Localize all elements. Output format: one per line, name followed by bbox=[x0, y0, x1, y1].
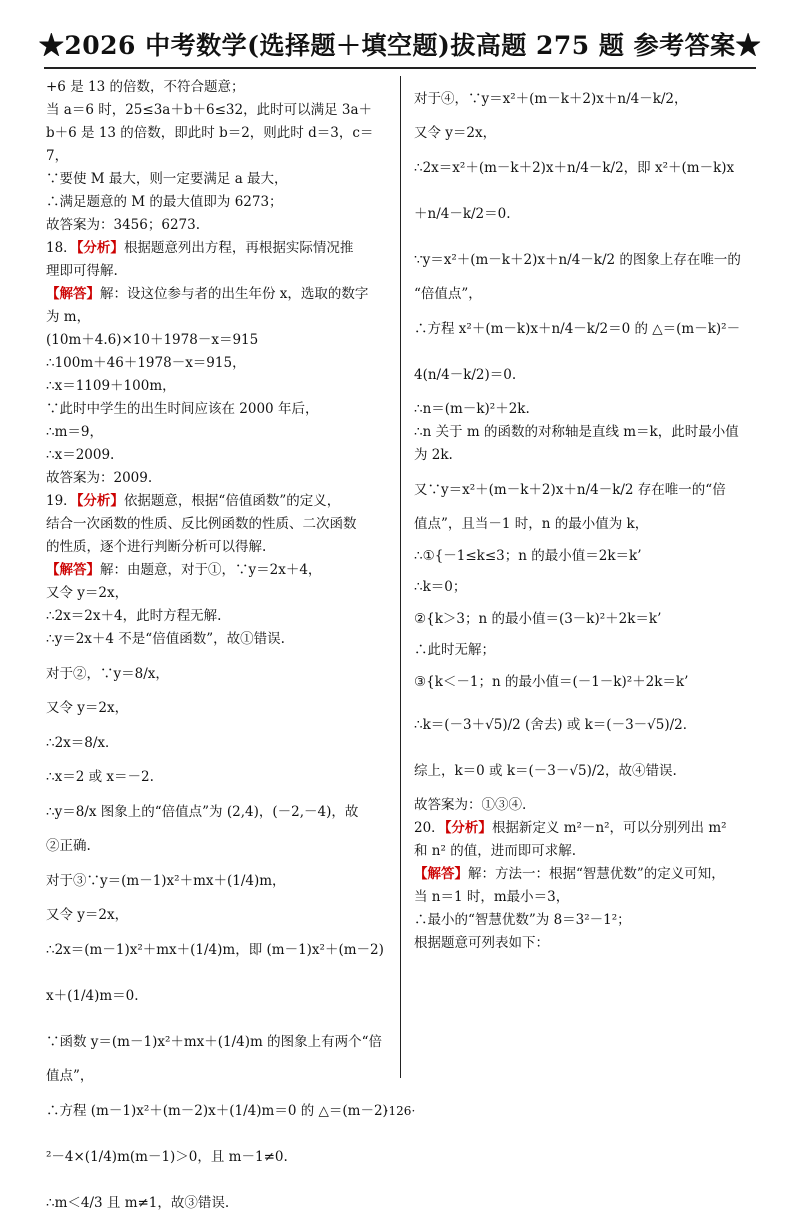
section-tag: 【分析】 bbox=[444, 820, 492, 836]
line-text: 故答案为：①③④. bbox=[414, 797, 527, 813]
line-text: ∴最小的“智慧优数”为 8＝3²－1²； bbox=[414, 912, 631, 928]
text-line bbox=[46, 1134, 381, 1180]
text-line bbox=[46, 1019, 381, 1065]
text-line bbox=[46, 766, 381, 789]
line-text: ²－4×(1/4)m(m－1)＞0，且 m－1≠0. bbox=[46, 1149, 288, 1165]
line-text: 为 m， bbox=[46, 309, 91, 325]
line-text: 4(n/4－k/2)＝0. bbox=[414, 367, 517, 383]
line-text: ＋n/4－k/2＝0. bbox=[414, 206, 511, 222]
page-number: ·126· bbox=[384, 1104, 416, 1118]
text-line bbox=[414, 467, 744, 513]
line-text: 又令 y＝2x， bbox=[414, 125, 497, 141]
text-line bbox=[414, 122, 744, 145]
text-line bbox=[46, 76, 381, 99]
text-line bbox=[46, 1180, 381, 1226]
line-text: 结合一次函数的性质、反比例函数的性质、二次函数 bbox=[46, 516, 357, 532]
text-line bbox=[46, 835, 381, 858]
text-line bbox=[414, 599, 744, 639]
line-text: ∴n 关于 m 的函数的对称轴是直线 m＝k，此时最小值 bbox=[414, 424, 739, 440]
line-text: 值点”，且当－1 时，n 的最小值为 k， bbox=[414, 516, 649, 532]
text-line bbox=[46, 973, 381, 1019]
line-text: 解：方法一：根据“智慧优数”的定义可知， bbox=[468, 866, 725, 882]
line-text: ∵y＝x²＋(m－k＋2)x＋n/4－k/2 的图象上存在唯一的 bbox=[414, 252, 741, 268]
line-text: 理即可得解. bbox=[46, 263, 118, 279]
question-number: 20． bbox=[414, 820, 445, 836]
line-text: ∵函数 y＝(m－1)x²＋mx＋(1/4)m 的图象上有两个“倍 bbox=[46, 1034, 383, 1050]
line-text: ∴k＝0； bbox=[414, 579, 467, 595]
line-text: ∴①{－1≤k≤3；n 的最小值＝2k＝k’ bbox=[414, 548, 642, 564]
text-line bbox=[46, 168, 381, 191]
section-tag: 【解答】 bbox=[46, 562, 100, 578]
line-text: 根据题意列出方程，再根据实际情况推 bbox=[123, 240, 354, 256]
text-line bbox=[414, 191, 744, 237]
text-line bbox=[46, 99, 381, 122]
text-line bbox=[414, 576, 744, 599]
line-text: ∵此时中学生的出生时间应该在 2000 年后， bbox=[46, 401, 319, 417]
text-line bbox=[46, 398, 381, 421]
line-text: +6 是 13 的倍数，不符合题意； bbox=[46, 79, 245, 95]
text-line bbox=[414, 513, 744, 536]
text-line bbox=[414, 398, 744, 421]
text-line bbox=[46, 513, 381, 536]
section-tag: 【分析】 bbox=[76, 493, 124, 509]
text-line bbox=[46, 697, 381, 720]
line-text: ∴方程 (m－1)x²＋(m－2)x＋(1/4)m＝0 的 △＝(m－2) bbox=[46, 1103, 388, 1119]
text-line bbox=[414, 909, 744, 932]
line-text: 的性质，逐个进行判断分析可以得解. bbox=[46, 539, 267, 555]
line-text: 依据题意，根据“倍值函数”的定义， bbox=[123, 493, 341, 509]
text-line bbox=[46, 628, 381, 651]
text-line bbox=[46, 1065, 381, 1088]
text-line bbox=[46, 789, 381, 835]
question-number: 18． bbox=[46, 240, 77, 256]
text-line bbox=[46, 306, 381, 329]
line-text: ∵要使 M 最大，则一定要满足 a 最大， bbox=[46, 171, 288, 187]
line-text: ∴x＝1109＋100m， bbox=[46, 378, 176, 394]
text-line bbox=[46, 191, 381, 214]
line-text: ②{k＞3；n 的最小值＝(3－k)²＋2k＝k’ bbox=[414, 611, 662, 627]
section-tag: 【分析】 bbox=[76, 240, 124, 256]
line-text: 和 n² 的值，进而即可求解. bbox=[414, 843, 576, 859]
line-text: 综上，k＝0 或 k＝(－3－√5)/2，故④错误. bbox=[414, 763, 677, 779]
line-text: ∴n＝(m－k)²＋2k. bbox=[414, 401, 530, 417]
text-line bbox=[46, 145, 381, 168]
line-text: ∴m＝9， bbox=[46, 424, 103, 440]
header-divider bbox=[44, 67, 756, 69]
text-line bbox=[46, 214, 381, 237]
line-text: 故答案为：2009. bbox=[46, 470, 153, 486]
line-text: ∴100m＋46＋1978－x＝915， bbox=[46, 355, 246, 371]
text-line bbox=[46, 605, 381, 628]
line-text: 7， bbox=[46, 148, 69, 164]
text-line bbox=[414, 840, 744, 863]
line-text: 又令 y＝2x， bbox=[46, 907, 129, 923]
text-line bbox=[46, 260, 381, 283]
text-line bbox=[46, 375, 381, 398]
text-line bbox=[46, 467, 381, 490]
line-text: ∴2x＝8/x． bbox=[46, 735, 119, 751]
text-line bbox=[414, 352, 744, 398]
text-line bbox=[46, 421, 381, 444]
line-text: 故答案为：3456；6273. bbox=[46, 217, 201, 233]
text-line bbox=[46, 720, 381, 766]
section-tag: 【解答】 bbox=[414, 866, 468, 882]
line-text: 对于②，∵y＝8/x， bbox=[46, 666, 169, 682]
text-line bbox=[46, 904, 381, 927]
text-line bbox=[414, 702, 744, 748]
line-text: 对于④，∵y＝x²＋(m－k＋2)x＋n/4－k/2， bbox=[414, 91, 688, 107]
line-text: 为 2k. bbox=[414, 447, 453, 463]
text-line bbox=[46, 536, 381, 559]
text-line bbox=[414, 886, 744, 909]
line-text: 对于③∵y＝(m－1)x²＋mx＋(1/4)m， bbox=[46, 873, 286, 889]
text-line bbox=[414, 794, 744, 817]
text-line bbox=[46, 858, 381, 904]
line-text: 解：由题意，对于①，∵y＝2x＋4， bbox=[100, 562, 322, 578]
text-line bbox=[46, 329, 381, 352]
text-line bbox=[414, 817, 744, 840]
text-line bbox=[46, 283, 381, 306]
line-text: ∴2x＝(m－1)x²＋mx＋(1/4)m，即 (m－1)x²＋(m－2) bbox=[46, 942, 384, 958]
section-tag: 【解答】 bbox=[46, 286, 100, 302]
text-line bbox=[414, 421, 744, 444]
line-text: ∴此时无解； bbox=[414, 642, 495, 658]
line-text: “倍值点”， bbox=[414, 286, 482, 302]
page-header-title: ★2026 中考数学(选择题＋填空题)拔高题 275 题 参考答案★ bbox=[38, 31, 762, 60]
line-text: 值点”， bbox=[46, 1068, 94, 1084]
line-text: ∴2x＝2x＋4，此时方程无解. bbox=[46, 608, 222, 624]
line-text: 当 n＝1 时，m最小＝3， bbox=[414, 889, 570, 905]
text-line bbox=[46, 122, 381, 145]
line-text: 当 a＝6 时，25≤3a＋b＋6≤32，此时可以满足 3a＋ bbox=[46, 102, 372, 118]
line-text: 根据题意可列表如下： bbox=[414, 935, 549, 951]
text-line bbox=[414, 306, 744, 352]
line-text: ∴满足题意的 M 的最大值即为 6273； bbox=[46, 194, 283, 210]
text-line bbox=[46, 582, 381, 605]
text-line bbox=[414, 536, 744, 576]
text-line bbox=[414, 863, 744, 886]
text-line bbox=[46, 237, 381, 260]
text-line bbox=[46, 490, 381, 513]
text-line bbox=[414, 283, 744, 306]
text-line bbox=[414, 748, 744, 794]
right-column bbox=[414, 76, 744, 955]
text-line bbox=[414, 237, 744, 283]
line-text: ②正确. bbox=[46, 838, 91, 854]
line-text: ③{k＜－1；n 的最小值＝(－1－k)²＋2k＝k’ bbox=[414, 674, 689, 690]
line-text: ∴2x＝x²＋(m－k＋2)x＋n/4－k/2，即 x²＋(m－k)x bbox=[414, 160, 735, 176]
column-divider bbox=[400, 76, 401, 1078]
line-text: x＋(1/4)m＝0. bbox=[46, 988, 139, 1004]
line-text: b＋6 是 13 的倍数，即此时 b＝2，则此时 d＝3，c＝ bbox=[46, 125, 374, 141]
line-text: ∴y＝8/x 图象上的“倍值点”为 (2,4)，(－2,－4)，故 bbox=[46, 804, 359, 820]
text-line bbox=[46, 927, 384, 973]
text-line bbox=[414, 444, 744, 467]
text-line bbox=[46, 352, 381, 375]
line-text: 根据新定义 m²－n²，可以分别列出 m² bbox=[491, 820, 727, 836]
line-text: ∴m＜4/3 且 m≠1，故③错误. bbox=[46, 1195, 230, 1211]
text-line bbox=[414, 639, 744, 662]
left-column bbox=[46, 76, 388, 1226]
text-line bbox=[414, 145, 744, 191]
line-text: 解：设这位参与者的出生年份 x，选取的数字 bbox=[100, 286, 369, 302]
line-text: 又令 y＝2x， bbox=[46, 585, 129, 601]
text-line bbox=[414, 932, 744, 955]
text-line bbox=[46, 651, 381, 697]
text-line bbox=[414, 662, 744, 702]
text-line bbox=[46, 559, 381, 582]
line-text: 又∵y＝x²＋(m－k＋2)x＋n/4－k/2 存在唯一的“倍 bbox=[414, 482, 726, 498]
line-text: ∴x＝2009. bbox=[46, 447, 115, 463]
question-number: 19． bbox=[46, 493, 77, 509]
line-text: ∴方程 x²＋(m－k)x＋n/4－k/2＝0 的 △＝(m－k)²－ bbox=[414, 321, 741, 337]
line-text: ∴x＝2 或 x＝－2. bbox=[46, 769, 154, 785]
line-text: ∴k＝(－3＋√5)/2 (舍去) 或 k＝(－3－√5)/2． bbox=[414, 717, 697, 733]
text-line bbox=[414, 76, 744, 122]
text-line bbox=[46, 444, 381, 467]
line-text: ∴y＝2x＋4 不是“倍值函数”，故①错误. bbox=[46, 631, 285, 647]
line-text: 又令 y＝2x， bbox=[46, 700, 129, 716]
line-text: (10m＋4.6)×10＋1978－x＝915 bbox=[46, 332, 259, 348]
